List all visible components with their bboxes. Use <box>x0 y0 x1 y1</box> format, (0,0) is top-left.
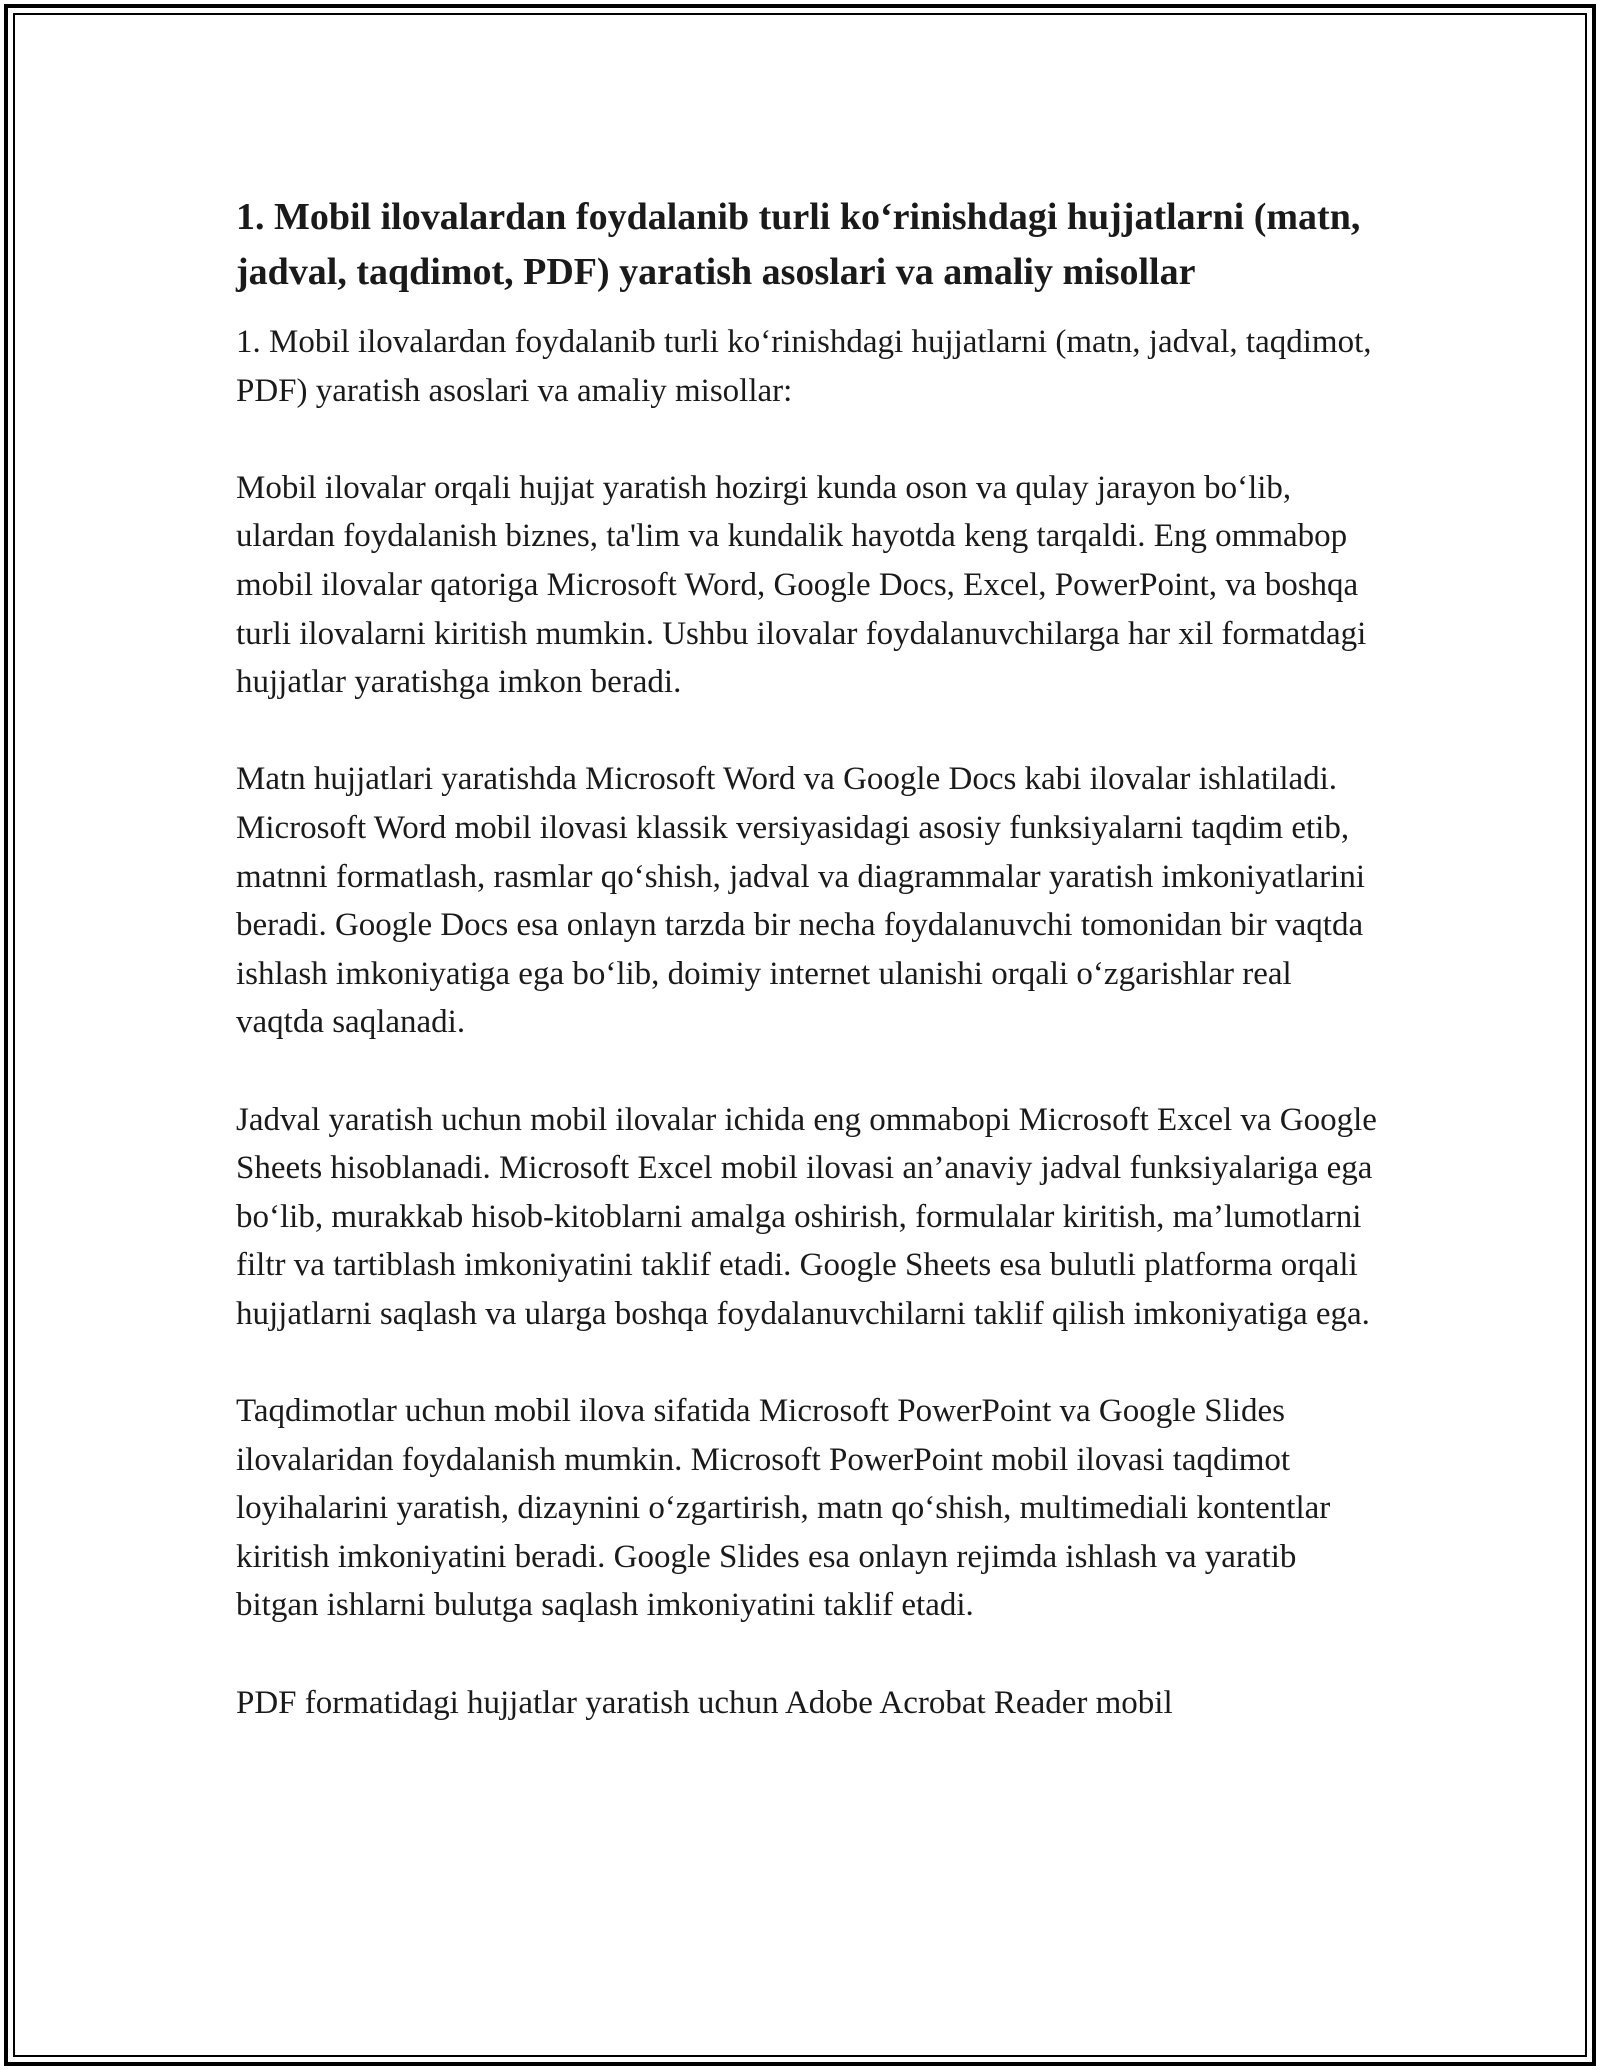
paragraph-intro: 1. Mobil ilovalardan foydalanib turli ko‘rinishdagi hujjatlarni (matn, jadval, taqdimot, PDF) yaratish asoslari va amaliy misollar: <box>236 324 1372 409</box>
paragraph-spreadsheets: Jadval yaratish uchun mobil ilovalar ichida eng ommabopi Microsoft Excel va Google Sheets hisoblanadi. Microsoft Excel mobil ilovasi an’anaviy jadval funksiyalariga ega bo‘lib, murakkab hisob-kitoblarni amalga oshirish, formulalar kiritish, ma’lumotlarni filtr va tartiblash imkoniyatini taklif etadi. Google Sheets esa bulutli platforma orqali hujjatlarni saqlash va ularga boshqa foydalanuvchilarni taklif qilish imkoniyatiga ega. <box>236 1101 1377 1332</box>
document-body <box>236 190 1386 1776</box>
paragraph-overview: Mobil ilovalar orqali hujjat yaratish hozirgi kunda oson va qulay jarayon bo‘lib, ulardan foydalanish biznes, ta'lim va kundalik hayotda keng tarqaldi. Eng ommabop mobil ilovalar qatoriga Microsoft Word, Google Docs, Excel, PowerPoint, va boshqa turli ilovalarni kiritish mumkin. Ushbu ilovalar foydalanuvchilarga har xil formatdagi hujjatlar yaratishga imkon beradi. <box>236 469 1367 701</box>
paragraph-pdf: PDF formatidagi hujjatlar yaratish uchun Adobe Acrobat Reader mobil <box>236 1684 1173 1721</box>
paragraph-presentations: Taqdimotlar uchun mobil ilova sifatida Microsoft PowerPoint va Google Slides ilovalaridan foydalanish mumkin. Microsoft PowerPoint mobil ilovasi taqdimot loyihalarini yaratish, dizaynini o‘zgartirish, matn qo‘shish, multimediali kontentlar kiritish imkoniyatini beradi. Google Slides esa onlayn rejimda ishlash va yaratib bitgan ishlarni bulutga saqlash imkoniyatini taklif etadi. <box>236 1393 1331 1624</box>
document-title: 1. Mobil ilovalardan foydalanib turli ko‘rinishdagi hujjatlarni (matn, jadval, taqdimot, PDF) yaratish asoslari va amaliy misollar <box>236 196 1361 293</box>
paragraph-text-documents: Matn hujjatlari yaratishda Microsoft Word va Google Docs kabi ilovalar ishlatiladi. Microsoft Word mobil ilovasi klassik versiyasidagi asosiy funksiyalarni taqdim etib, matnni formatlash, rasmlar qo‘shish, jadval va diagrammalar yaratish imkoniyatlarini beradi. Google Docs esa onlayn tarzda bir necha foydalanuvchi tomonidan bir vaqtda ishlash imkoniyatiga ega bo‘lib, doimiy internet ulanishi orqali o‘zgarishlar real vaqtda saqlanadi. <box>236 761 1366 1041</box>
